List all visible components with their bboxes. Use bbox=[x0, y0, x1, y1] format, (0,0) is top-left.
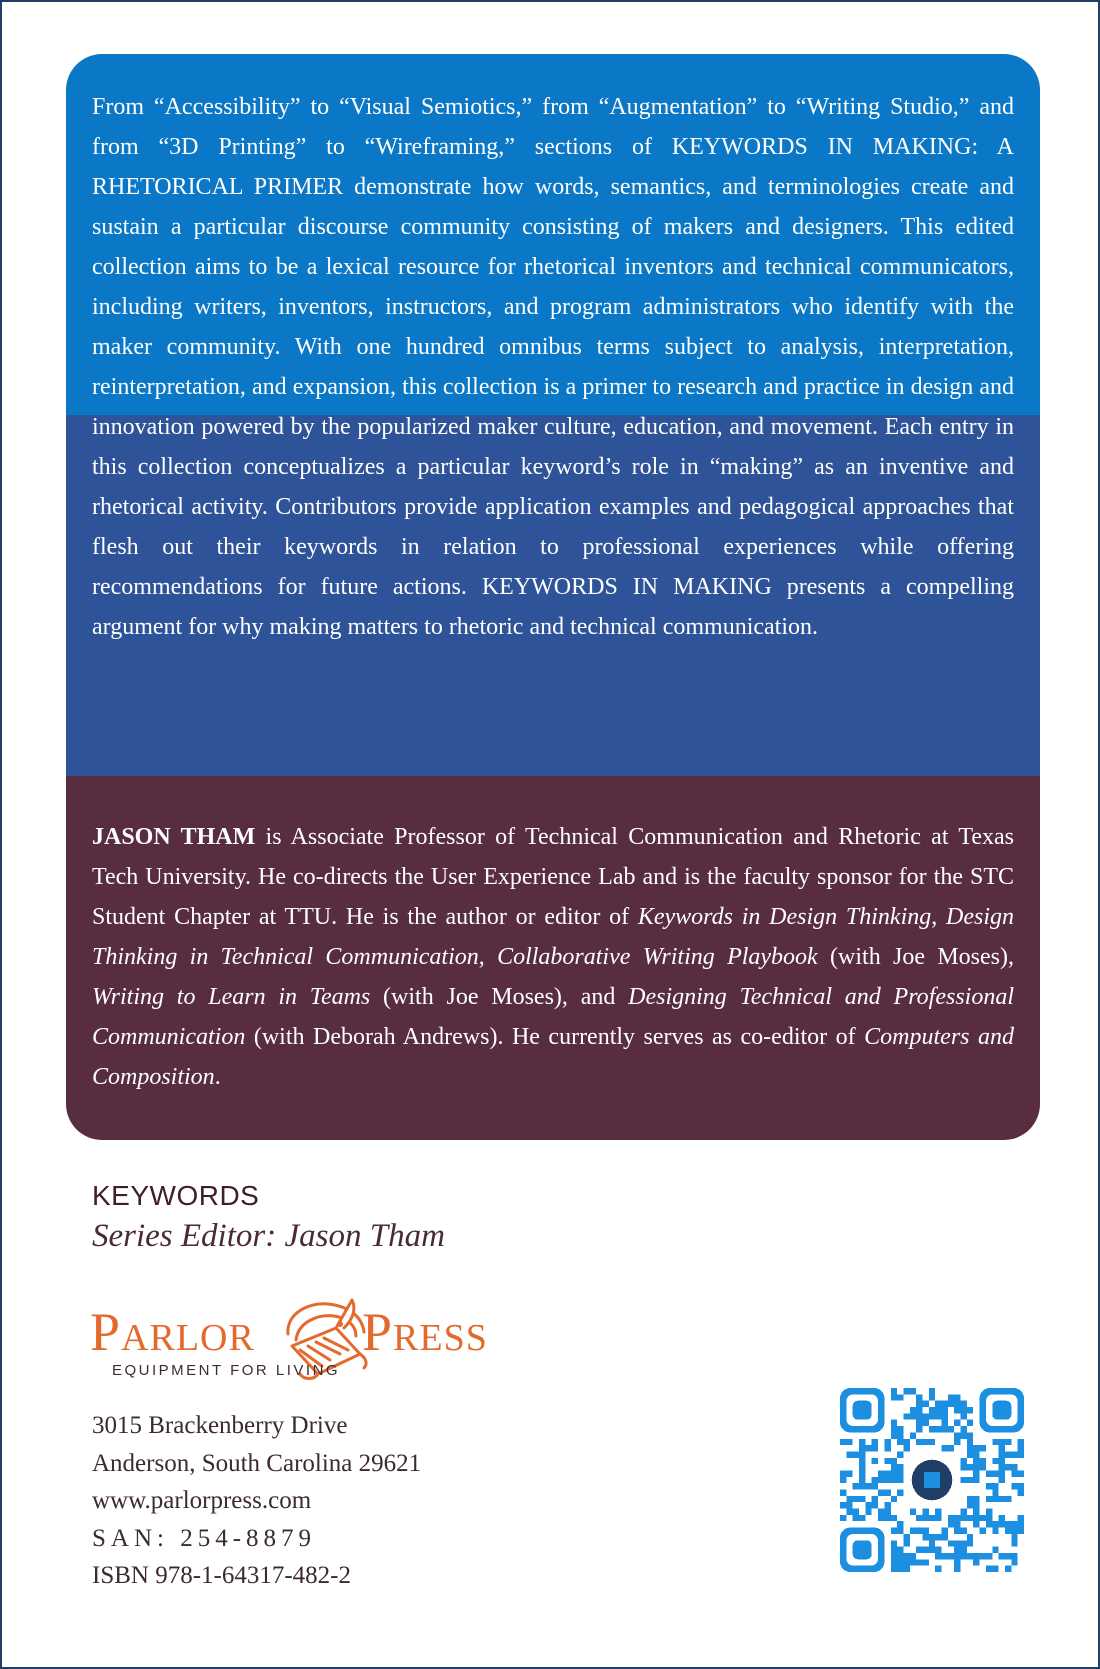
logo-tagline: EQUIPMENT FOR LIVING bbox=[112, 1362, 341, 1379]
series-label: KEYWORDS bbox=[92, 1180, 260, 1211]
bio-text: is Associate Professor of Technical Communication and Rhetoric at Texas Tech University. He co-directs the User Experience Lab and is the faculty sponsor for the STC Student Chapter at TTU. He is the author or editor of bbox=[92, 824, 1015, 930]
author-bio bbox=[92, 817, 1014, 1097]
logo-word-press: Press bbox=[362, 1302, 488, 1362]
bio-text: , bbox=[478, 944, 498, 970]
website-link: www.parlorpress.com bbox=[92, 1487, 312, 1514]
publisher-address bbox=[92, 1407, 421, 1595]
content-panel bbox=[66, 54, 1040, 1140]
qr-code-icon bbox=[840, 1388, 1024, 1572]
book-title: Designing Technical and Professional Communication bbox=[92, 984, 1014, 1050]
book-title: Writing to Learn in Teams bbox=[92, 984, 371, 1010]
isbn-number: ISBN 978-1-64317-482-2 bbox=[92, 1562, 352, 1589]
publisher-logo bbox=[90, 1294, 530, 1394]
book-description: From “Accessibility” to “Visual Semiotics,” from “Augmentation” to “Writing Studio,” and from “3D Printing” to “Wireframing,” sections of KEYWORDS IN MAKING: A RHETORICAL PRIMER demonstrate how words, semantics, and terminologies create and sustain a particular discourse community consisting of makers and designers. This edited collection aims to be a lexical resource for rhetorical inventors and technical communicators, including writers, inventors, instructors, and program administrators who identify with the maker community. With one hundred omnibus terms subject to analysis, interpretation, reinterpretation, and expansion, this collection is a primer to research and practice in design and innovation powered by the popularized maker culture, education, and movement. Each entry in this collection conceptualizes a particular keyword’s role in “making” as an inventive and rhetorical activity. Contributors provide application examples and pedagogical approaches that flesh out their keywords in relation to professional experiences while offering recommendations for future actions. KEYWORDS IN MAKING presents a compelling argument for why making matters to rhetoric and technical communication. bbox=[92, 94, 1014, 640]
address-street: 3015 Brackenberry Drive bbox=[92, 1412, 348, 1439]
book-title: Keywords in Design Thinking bbox=[637, 904, 932, 930]
bio-text: , bbox=[931, 904, 947, 930]
author-name: JASON THAM bbox=[92, 824, 256, 850]
san-number: SAN: 254-8879 bbox=[92, 1524, 317, 1552]
bio-text: . bbox=[214, 1064, 221, 1090]
book-title: Collaborative Writing Playbook bbox=[497, 944, 818, 970]
bio-text: (with Deborah Andrews). He currently serves as co-editor of bbox=[245, 1024, 865, 1050]
address-city: Anderson, South Carolina 29621 bbox=[92, 1449, 422, 1477]
series-editor: Series Editor: Jason Tham bbox=[92, 1218, 445, 1254]
logo-word-parlor: Parlor bbox=[90, 1302, 255, 1362]
bio-text: (with Joe Moses), bbox=[817, 944, 1014, 970]
book-title: Design Thinking in Technical Communication bbox=[92, 904, 1015, 970]
journal-title: Computers and Composition bbox=[92, 1024, 1014, 1090]
bio-text: (with Joe Moses), and bbox=[370, 984, 629, 1010]
